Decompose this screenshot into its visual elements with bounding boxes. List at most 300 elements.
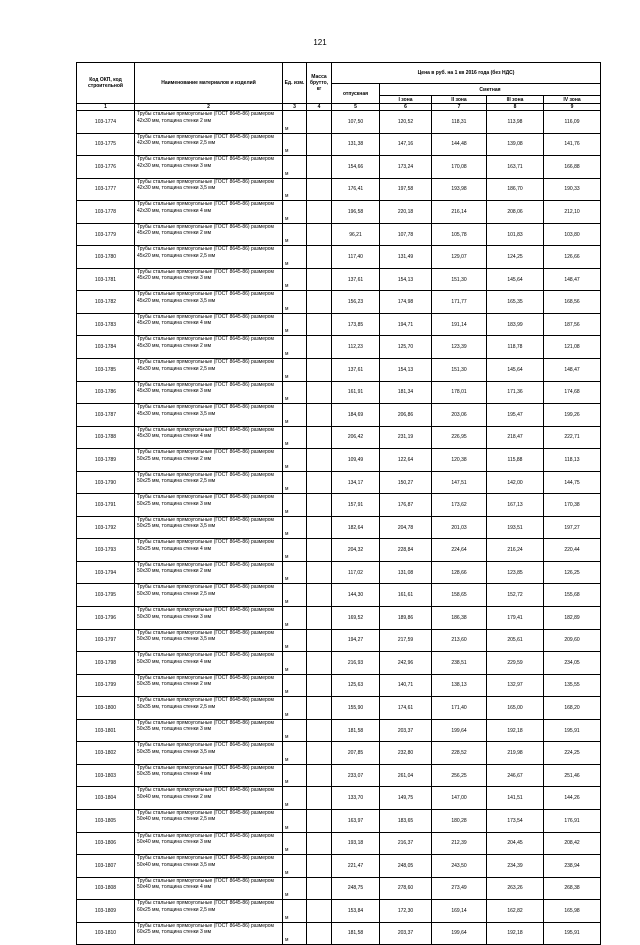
zone-1-price-cell: 242,96 [380, 652, 432, 675]
unit-cell: м [283, 449, 307, 472]
table-row [77, 201, 601, 224]
release-price-cell: 163,97 [332, 809, 380, 832]
unit-cell: м [283, 201, 307, 224]
name-cell: Трубы стальные прямоугольные (ГОСТ 8645-86) размером 60х25 мм, толщина стенки 3 мм [135, 922, 283, 945]
zone-2-price-cell: 169,14 [432, 900, 487, 923]
table-row [77, 471, 601, 494]
zone-1-price-cell: 194,71 [380, 313, 432, 336]
zone-1-price-cell: 154,13 [380, 359, 432, 382]
mass-cell [307, 178, 332, 201]
unit-cell: м [283, 877, 307, 900]
unit-cell: м [283, 268, 307, 291]
zone-1-price-cell: 122,64 [380, 449, 432, 472]
zone-3-price-cell: 167,13 [487, 494, 544, 517]
release-price-cell: 161,91 [332, 381, 380, 404]
zone-3-price-cell: 101,83 [487, 223, 544, 246]
table-row [77, 381, 601, 404]
unit-cell: м [283, 764, 307, 787]
mass-cell [307, 674, 332, 697]
table-row [77, 133, 601, 156]
release-price-cell: 169,52 [332, 607, 380, 630]
mass-cell [307, 449, 332, 472]
table-row [77, 855, 601, 878]
unit-cell: м [283, 178, 307, 201]
mass-cell [307, 900, 332, 923]
mass-cell [307, 719, 332, 742]
code-cell: 103-1785 [77, 359, 135, 382]
zone-2-price-cell: 123,39 [432, 336, 487, 359]
zone-3-price-cell: 124,25 [487, 246, 544, 269]
table-row [77, 607, 601, 630]
code-cell: 103-1800 [77, 697, 135, 720]
zone-1-price-cell: 107,78 [380, 223, 432, 246]
mass-cell [307, 426, 332, 449]
mass-cell [307, 268, 332, 291]
name-cell: Трубы стальные прямоугольные (ГОСТ 8645-86) размером 45х30 мм, толщина стенки 3 мм [135, 381, 283, 404]
zone-2-price-cell: 224,64 [432, 539, 487, 562]
column-number: 4 [307, 104, 332, 111]
name-cell: Трубы стальные прямоугольные (ГОСТ 8645-86) размером 50х35 мм, толщина стенки 3,5 мм [135, 742, 283, 765]
zone-2-price-cell: 144,48 [432, 133, 487, 156]
zone-3-price-cell: 123,85 [487, 561, 544, 584]
zone-4-price-cell: 195,91 [544, 719, 601, 742]
name-cell: Трубы стальные прямоугольные (ГОСТ 8645-86) размером 50х40 мм, толщина стенки 4 мм [135, 877, 283, 900]
name-cell: Трубы стальные прямоугольные (ГОСТ 8645-86) размером 42х30 мм, толщина стенки 2,5 мм [135, 133, 283, 156]
code-cell: 103-1774 [77, 111, 135, 134]
mass-cell [307, 516, 332, 539]
table-row [77, 674, 601, 697]
name-cell: Трубы стальные прямоугольные (ГОСТ 8645-86) размером 50х40 мм, толщина стенки 2 мм [135, 787, 283, 810]
table-row [77, 516, 601, 539]
release-price-cell: 107,50 [332, 111, 380, 134]
zone-3-price-cell: 186,70 [487, 178, 544, 201]
code-cell: 103-1807 [77, 855, 135, 878]
zone-3-price-cell: 132,97 [487, 674, 544, 697]
code-cell: 103-1798 [77, 652, 135, 675]
unit-cell: м [283, 426, 307, 449]
zone-2-price-cell: 158,65 [432, 584, 487, 607]
unit-cell: м [283, 246, 307, 269]
zone-2-price-cell: 180,28 [432, 809, 487, 832]
release-price-cell: 137,61 [332, 268, 380, 291]
table-row [77, 877, 601, 900]
table-row [77, 291, 601, 314]
zone-4-price-cell: 251,46 [544, 764, 601, 787]
zone-1-price-cell: 217,59 [380, 629, 432, 652]
unit-cell: м [283, 381, 307, 404]
zone-1-price-cell: 248,05 [380, 855, 432, 878]
code-cell: 103-1779 [77, 223, 135, 246]
unit-cell: м [283, 652, 307, 675]
mass-cell [307, 922, 332, 945]
column-number: 2 [135, 104, 283, 111]
unit-cell: м [283, 313, 307, 336]
zone-3-price-cell: 141,51 [487, 787, 544, 810]
header-unit: Ед. изм. [283, 63, 307, 104]
mass-cell [307, 336, 332, 359]
zone-3-price-cell: 218,47 [487, 426, 544, 449]
table-row [77, 359, 601, 382]
zone-2-price-cell: 170,08 [432, 156, 487, 179]
zone-4-price-cell: 222,71 [544, 426, 601, 449]
name-cell: Трубы стальные прямоугольные (ГОСТ 8645-86) размером 50х35 мм, толщина стенки 3 мм [135, 719, 283, 742]
table-row [77, 156, 601, 179]
zone-4-price-cell: 176,91 [544, 809, 601, 832]
code-cell: 103-1776 [77, 156, 135, 179]
zone-3-price-cell: 171,36 [487, 381, 544, 404]
code-cell: 103-1806 [77, 832, 135, 855]
zone-2-price-cell: 213,60 [432, 629, 487, 652]
release-price-cell: 181,58 [332, 719, 380, 742]
unit-cell: м [283, 697, 307, 720]
header-estimate-price: Сметная [380, 84, 601, 96]
release-price-cell: 173,85 [332, 313, 380, 336]
release-price-cell: 216,93 [332, 652, 380, 675]
header-zone-1: I зона [380, 96, 432, 104]
code-cell: 103-1810 [77, 922, 135, 945]
mass-cell [307, 832, 332, 855]
zone-4-price-cell: 148,47 [544, 359, 601, 382]
zone-1-price-cell: 120,52 [380, 111, 432, 134]
zone-4-price-cell: 103,80 [544, 223, 601, 246]
zone-4-price-cell: 148,47 [544, 268, 601, 291]
mass-cell [307, 855, 332, 878]
zone-2-price-cell: 178,01 [432, 381, 487, 404]
column-number: 7 [432, 104, 487, 111]
unit-cell: м [283, 291, 307, 314]
release-price-cell: 204,32 [332, 539, 380, 562]
release-price-cell: 134,17 [332, 471, 380, 494]
zone-1-price-cell: 176,87 [380, 494, 432, 517]
header-zone-3: III зона [487, 96, 544, 104]
zone-2-price-cell: 256,25 [432, 764, 487, 787]
name-cell: Трубы стальные прямоугольные (ГОСТ 8645-86) размером 50х25 мм, толщина стенки 2,5 мм [135, 471, 283, 494]
zone-4-price-cell: 195,91 [544, 922, 601, 945]
mass-cell [307, 359, 332, 382]
release-price-cell: 117,02 [332, 561, 380, 584]
mass-cell [307, 809, 332, 832]
mass-cell [307, 742, 332, 765]
table-row [77, 246, 601, 269]
name-cell: Трубы стальные прямоугольные (ГОСТ 8645-86) размером 50х40 мм, толщина стенки 3,5 мм [135, 855, 283, 878]
table-row [77, 719, 601, 742]
code-cell: 103-1797 [77, 629, 135, 652]
unit-cell: м [283, 855, 307, 878]
mass-cell [307, 223, 332, 246]
table-row [77, 449, 601, 472]
zone-1-price-cell: 125,70 [380, 336, 432, 359]
column-number: 6 [380, 104, 432, 111]
name-cell: Трубы стальные прямоугольные (ГОСТ 8645-86) размером 42х30 мм, толщина стенки 4 мм [135, 201, 283, 224]
mass-cell [307, 877, 332, 900]
zone-2-price-cell: 212,39 [432, 832, 487, 855]
table-row [77, 832, 601, 855]
table-row [77, 426, 601, 449]
zone-4-price-cell: 170,38 [544, 494, 601, 517]
release-price-cell: 112,23 [332, 336, 380, 359]
zone-1-price-cell: 161,61 [380, 584, 432, 607]
zone-3-price-cell: 163,71 [487, 156, 544, 179]
column-number: 3 [283, 104, 307, 111]
code-cell: 103-1783 [77, 313, 135, 336]
zone-2-price-cell: 193,98 [432, 178, 487, 201]
name-cell: Трубы стальные прямоугольные (ГОСТ 8645-86) размером 45х20 мм, толщина стенки 3,5 мм [135, 291, 283, 314]
mass-cell [307, 629, 332, 652]
zone-3-price-cell: 173,54 [487, 809, 544, 832]
name-cell: Трубы стальные прямоугольные (ГОСТ 8645-86) размером 50х25 мм, толщина стенки 3 мм [135, 494, 283, 517]
column-number: 5 [332, 104, 380, 111]
zone-2-price-cell: 147,00 [432, 787, 487, 810]
table-row [77, 268, 601, 291]
unit-cell: м [283, 111, 307, 134]
header-code: Код ОКП, код строительной [77, 63, 135, 104]
release-price-cell: 96,21 [332, 223, 380, 246]
code-cell: 103-1777 [77, 178, 135, 201]
zone-3-price-cell: 192,18 [487, 922, 544, 945]
zone-3-price-cell: 183,99 [487, 313, 544, 336]
unit-cell: м [283, 787, 307, 810]
table-row [77, 900, 601, 923]
zone-3-price-cell: 118,78 [487, 336, 544, 359]
name-cell: Трубы стальные прямоугольные (ГОСТ 8645-86) размером 45х30 мм, толщина стенки 3,5 мм [135, 404, 283, 427]
zone-4-price-cell: 141,76 [544, 133, 601, 156]
header-name: Наименование материалов и изделий [135, 63, 283, 104]
code-cell: 103-1775 [77, 133, 135, 156]
zone-4-price-cell: 199,26 [544, 404, 601, 427]
zone-1-price-cell: 147,16 [380, 133, 432, 156]
mass-cell [307, 201, 332, 224]
zone-4-price-cell: 135,55 [544, 674, 601, 697]
zone-2-price-cell: 151,30 [432, 359, 487, 382]
table-row [77, 494, 601, 517]
code-cell: 103-1786 [77, 381, 135, 404]
unit-cell: м [283, 156, 307, 179]
code-cell: 103-1782 [77, 291, 135, 314]
name-cell: Трубы стальные прямоугольные (ГОСТ 8645-86) размером 42х30 мм, толщина стенки 3 мм [135, 156, 283, 179]
zone-2-price-cell: 238,51 [432, 652, 487, 675]
unit-cell: м [283, 809, 307, 832]
name-cell: Трубы стальные прямоугольные (ГОСТ 8645-86) размером 45х20 мм, толщина стенки 2,5 мм [135, 246, 283, 269]
mass-cell [307, 607, 332, 630]
unit-cell: м [283, 404, 307, 427]
zone-2-price-cell: 226,95 [432, 426, 487, 449]
table-row [77, 764, 601, 787]
zone-2-price-cell: 128,66 [432, 561, 487, 584]
zone-1-price-cell: 131,49 [380, 246, 432, 269]
zone-3-price-cell: 219,98 [487, 742, 544, 765]
zone-1-price-cell: 183,65 [380, 809, 432, 832]
zone-1-price-cell: 173,24 [380, 156, 432, 179]
code-cell: 103-1778 [77, 201, 135, 224]
unit-cell: м [283, 719, 307, 742]
zone-4-price-cell: 234,05 [544, 652, 601, 675]
code-cell: 103-1792 [77, 516, 135, 539]
zone-2-price-cell: 105,78 [432, 223, 487, 246]
zone-2-price-cell: 191,14 [432, 313, 487, 336]
zone-2-price-cell: 173,62 [432, 494, 487, 517]
release-price-cell: 221,47 [332, 855, 380, 878]
code-cell: 103-1799 [77, 674, 135, 697]
name-cell: Трубы стальные прямоугольные (ГОСТ 8645-86) размером 50х35 мм, толщина стенки 2 мм [135, 674, 283, 697]
zone-1-price-cell: 131,08 [380, 561, 432, 584]
unit-cell: м [283, 359, 307, 382]
table-row [77, 742, 601, 765]
code-cell: 103-1809 [77, 900, 135, 923]
release-price-cell: 137,61 [332, 359, 380, 382]
release-price-cell: 194,27 [332, 629, 380, 652]
name-cell: Трубы стальные прямоугольные (ГОСТ 8645-86) размером 50х25 мм, толщина стенки 4 мм [135, 539, 283, 562]
zone-4-price-cell: 118,13 [544, 449, 601, 472]
zone-2-price-cell: 138,13 [432, 674, 487, 697]
zone-1-price-cell: 172,30 [380, 900, 432, 923]
code-cell: 103-1788 [77, 426, 135, 449]
table-row [77, 922, 601, 945]
code-cell: 103-1793 [77, 539, 135, 562]
unit-cell: м [283, 629, 307, 652]
release-price-cell: 196,58 [332, 201, 380, 224]
zone-1-price-cell: 228,84 [380, 539, 432, 562]
unit-cell: м [283, 516, 307, 539]
zone-4-price-cell: 116,09 [544, 111, 601, 134]
zone-3-price-cell: 152,72 [487, 584, 544, 607]
code-cell: 103-1791 [77, 494, 135, 517]
code-cell: 103-1801 [77, 719, 135, 742]
zone-1-price-cell: 174,98 [380, 291, 432, 314]
zone-2-price-cell: 216,14 [432, 201, 487, 224]
zone-3-price-cell: 208,06 [487, 201, 544, 224]
unit-cell: м [283, 471, 307, 494]
zone-3-price-cell: 162,82 [487, 900, 544, 923]
header-price-title: Цена в руб. на 1 кв 2016 года (без НДС) [332, 63, 601, 84]
zone-2-price-cell: 243,50 [432, 855, 487, 878]
zone-1-price-cell: 204,78 [380, 516, 432, 539]
name-cell: Трубы стальные прямоугольные (ГОСТ 8645-86) размером 60х25 мм, толщина стенки 2,5 мм [135, 900, 283, 923]
name-cell: Трубы стальные прямоугольные (ГОСТ 8645-86) размером 45х30 мм, толщина стенки 4 мм [135, 426, 283, 449]
mass-cell [307, 111, 332, 134]
zone-2-price-cell: 151,30 [432, 268, 487, 291]
zone-4-price-cell: 268,38 [544, 877, 601, 900]
zone-4-price-cell: 166,88 [544, 156, 601, 179]
code-cell: 103-1796 [77, 607, 135, 630]
name-cell: Трубы стальные прямоугольные (ГОСТ 8645-86) размером 45х20 мм, толщина стенки 4 мм [135, 313, 283, 336]
unit-cell: м [283, 336, 307, 359]
zone-2-price-cell: 120,38 [432, 449, 487, 472]
name-cell: Трубы стальные прямоугольные (ГОСТ 8645-86) размером 50х40 мм, толщина стенки 2,5 мм [135, 809, 283, 832]
zone-3-price-cell: 193,51 [487, 516, 544, 539]
zone-4-price-cell: 224,25 [544, 742, 601, 765]
release-price-cell: 154,66 [332, 156, 380, 179]
header-mass: Масса брутто, кг [307, 63, 332, 104]
release-price-cell: 133,70 [332, 787, 380, 810]
unit-cell: м [283, 584, 307, 607]
zone-4-price-cell: 121,08 [544, 336, 601, 359]
zone-2-price-cell: 199,64 [432, 922, 487, 945]
zone-4-price-cell: 220,44 [544, 539, 601, 562]
zone-4-price-cell: 126,25 [544, 561, 601, 584]
code-cell: 103-1795 [77, 584, 135, 607]
header-release-price: отпускная [332, 84, 380, 104]
table-row [77, 584, 601, 607]
name-cell: Трубы стальные прямоугольные (ГОСТ 8645-86) размером 50х30 мм, толщина стенки 2 мм [135, 561, 283, 584]
zone-1-price-cell: 189,86 [380, 607, 432, 630]
name-cell: Трубы стальные прямоугольные (ГОСТ 8645-86) размером 50х40 мм, толщина стенки 3 мм [135, 832, 283, 855]
name-cell: Трубы стальные прямоугольные (ГОСТ 8645-86) размером 45х30 мм, толщина стенки 2,5 мм [135, 359, 283, 382]
release-price-cell: 144,30 [332, 584, 380, 607]
release-price-cell: 109,49 [332, 449, 380, 472]
mass-cell [307, 787, 332, 810]
zone-3-price-cell: 195,47 [487, 404, 544, 427]
table-row [77, 313, 601, 336]
unit-cell: м [283, 607, 307, 630]
zone-2-price-cell: 228,52 [432, 742, 487, 765]
name-cell: Трубы стальные прямоугольные (ГОСТ 8645-86) размером 45х20 мм, толщина стенки 3 мм [135, 268, 283, 291]
zone-4-price-cell: 168,56 [544, 291, 601, 314]
zone-1-price-cell: 181,34 [380, 381, 432, 404]
name-cell: Трубы стальные прямоугольные (ГОСТ 8645-86) размером 50х30 мм, толщина стенки 3,5 мм [135, 629, 283, 652]
release-price-cell: 184,69 [332, 404, 380, 427]
zone-4-price-cell: 168,20 [544, 697, 601, 720]
mass-cell [307, 494, 332, 517]
table-row [77, 697, 601, 720]
zone-3-price-cell: 263,26 [487, 877, 544, 900]
unit-cell: м [283, 742, 307, 765]
zone-1-price-cell: 140,71 [380, 674, 432, 697]
zone-1-price-cell: 278,60 [380, 877, 432, 900]
zone-3-price-cell: 165,00 [487, 697, 544, 720]
mass-cell [307, 584, 332, 607]
release-price-cell: 233,07 [332, 764, 380, 787]
unit-cell: м [283, 223, 307, 246]
zone-3-price-cell: 204,45 [487, 832, 544, 855]
zone-3-price-cell: 205,61 [487, 629, 544, 652]
table-row [77, 809, 601, 832]
page-number: 121 [313, 38, 327, 47]
mass-cell [307, 764, 332, 787]
release-price-cell: 131,38 [332, 133, 380, 156]
table-row [77, 561, 601, 584]
release-price-cell: 125,63 [332, 674, 380, 697]
mass-cell [307, 697, 332, 720]
release-price-cell: 153,84 [332, 900, 380, 923]
unit-cell: м [283, 561, 307, 584]
zone-3-price-cell: 142,00 [487, 471, 544, 494]
name-cell: Трубы стальные прямоугольные (ГОСТ 8645-86) размером 45х30 мм, толщина стенки 2 мм [135, 336, 283, 359]
zone-4-price-cell: 174,68 [544, 381, 601, 404]
code-cell: 103-1803 [77, 764, 135, 787]
zone-1-price-cell: 203,37 [380, 719, 432, 742]
zone-4-price-cell: 126,66 [544, 246, 601, 269]
name-cell: Трубы стальные прямоугольные (ГОСТ 8645-86) размером 50х30 мм, толщина стенки 3 мм [135, 607, 283, 630]
zone-2-price-cell: 118,31 [432, 111, 487, 134]
code-cell: 103-1780 [77, 246, 135, 269]
zone-1-price-cell: 197,58 [380, 178, 432, 201]
unit-cell: м [283, 539, 307, 562]
table-row [77, 539, 601, 562]
zone-4-price-cell: 187,56 [544, 313, 601, 336]
zone-4-price-cell: 238,94 [544, 855, 601, 878]
code-cell: 103-1802 [77, 742, 135, 765]
code-cell: 103-1789 [77, 449, 135, 472]
unit-cell: м [283, 674, 307, 697]
zone-4-price-cell: 144,75 [544, 471, 601, 494]
column-number: 8 [487, 104, 544, 111]
code-cell: 103-1790 [77, 471, 135, 494]
mass-cell [307, 246, 332, 269]
release-price-cell: 156,23 [332, 291, 380, 314]
name-cell: Трубы стальные прямоугольные (ГОСТ 8645-86) размером 42х30 мм, толщина стенки 3,5 мм [135, 178, 283, 201]
zone-4-price-cell: 144,26 [544, 787, 601, 810]
zone-1-price-cell: 203,37 [380, 922, 432, 945]
